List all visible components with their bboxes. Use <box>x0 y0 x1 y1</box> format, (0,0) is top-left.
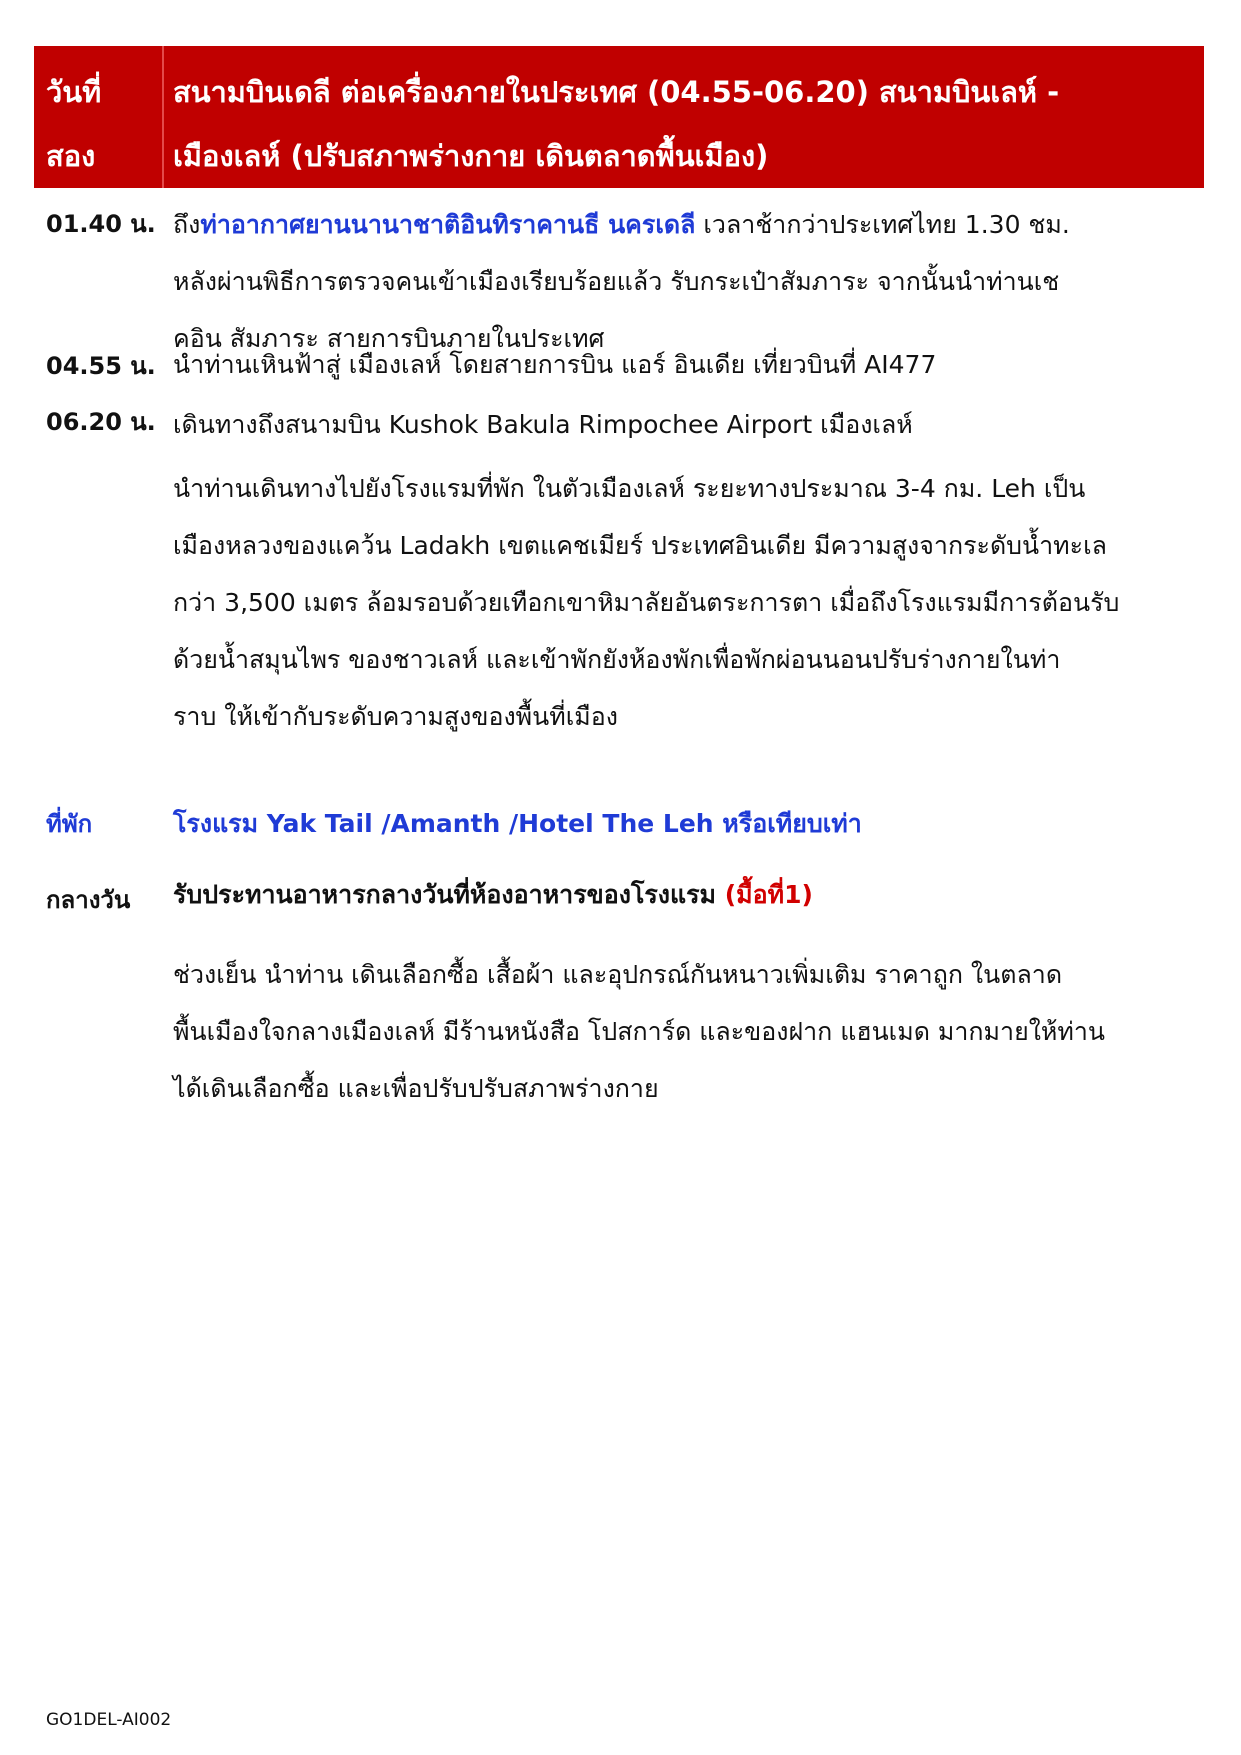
paragraph-line: ราบ ให้เข้ากับระดับความสูงของพื้นที่เมือง <box>173 702 618 731</box>
day-label-line1: วันที่ <box>46 75 102 109</box>
arrival-suffix: เวลาช้ากว่าประเทศไทย 1.30 ชม. <box>695 210 1070 239</box>
schedule-time: 04.55 น. <box>46 352 156 380</box>
evening-text <box>173 946 1203 1117</box>
paragraph-line: พื้นเมืองใจกลางเมืองเลห์ มีร้านหนังสือ โปสการ์ด และของฝาก แฮนเมด มากมายให้ท่าน <box>173 1017 1106 1046</box>
schedule-time: 06.20 น. <box>46 408 156 436</box>
schedule-line: นำท่านเหินฟ้าสู่ เมืองเลห์ โดยสายการบิน แอร์ อินเดีย เที่ยวบินที่ AI477 <box>173 350 937 379</box>
lunch-line <box>173 866 1203 923</box>
schedule-line: เดินทางถึงสนามบิน Kushok Bakula Rimpochee Airport เมืองเลห์ <box>173 410 913 439</box>
paragraph-line: ช่วงเย็น นำท่าน เดินเลือกซื้อ เสื้อผ้า และอุปกรณ์กันหนาวเพิ่มเติม ราคาถูก ในตลาด <box>173 960 1063 989</box>
airport-name-highlight: ท่าอากาศยานนานาชาติอินทิราคานธี นครเดลี <box>200 210 696 239</box>
accommodation-text <box>173 795 1203 852</box>
header-divider <box>162 46 164 188</box>
accommodation-hotels: โรงแรม Yak Tail /Amanth /Hotel The Leh หรือเทียบเท่า <box>173 809 862 838</box>
schedule-time: 01.40 น. <box>46 210 156 238</box>
schedule-line: คอิน สัมภาระ สายการบินภายในประเทศ <box>173 324 605 353</box>
schedule-text <box>173 396 1203 453</box>
day-label-line2: สอง <box>46 139 96 173</box>
day-title-line1: สนามบินเดลี ต่อเครื่องภายในประเทศ (04.55-06.20) สนามบินเลห์ - <box>173 75 1060 109</box>
lunch-label: กลางวัน <box>46 886 131 914</box>
accommodation-label: ที่พัก <box>46 810 93 838</box>
schedule-text <box>173 336 1203 393</box>
paragraph-line: ด้วยน้ำสมุนไพร ของชาวเลห์ และเข้าพักยังห้องพักเพื่อพักผ่อนนอนปรับร่างกายในท่า <box>173 645 1061 674</box>
arrival-prefix: ถึง <box>173 210 201 239</box>
meal-tag: (มื้อที่1) <box>724 880 813 909</box>
lunch-text <box>173 866 1203 923</box>
day-label <box>46 60 166 188</box>
hotel-intro-text <box>173 460 1203 745</box>
paragraph-line: นำท่านเดินทางไปยังโรงแรมที่พัก ในตัวเมืองเลห์ ระยะทางประมาณ 3-4 กม. Leh เป็น <box>173 474 1086 503</box>
schedule-line: หลังผ่านพิธีการตรวจคนเข้าเมืองเรียบร้อยแล้ว รับกระเป๋าสัมภาระ จากนั้นนำท่านเช <box>173 267 1060 296</box>
lunch-description: รับประทานอาหารกลางวันที่ห้องอาหารของโรงแรม <box>173 880 725 909</box>
schedule-line <box>173 196 1203 253</box>
document-code: GO1DEL-AI002 <box>46 1710 172 1730</box>
day-title-line2: เมืองเลห์ (ปรับสภาพร่างกาย เดินตลาดพื้นเมือง) <box>173 139 769 173</box>
day-header-banner <box>34 46 1204 188</box>
day-title <box>173 60 1198 188</box>
paragraph-line: กว่า 3,500 เมตร ล้อมรอบด้วยเทือกเขาหิมาลัยอันตระการตา เมื่อถึงโรงแรมมีการต้อนรับ <box>173 588 1120 617</box>
paragraph-line: เมืองหลวงของแคว้น Ladakh เขตแคชเมียร์ ประเทศอินเดีย มีความสูงจากระดับน้ำทะเล <box>173 531 1107 560</box>
paragraph-line: ได้เดินเลือกซื้อ และเพื่อปรับปรับสภาพร่างกาย <box>173 1074 659 1103</box>
